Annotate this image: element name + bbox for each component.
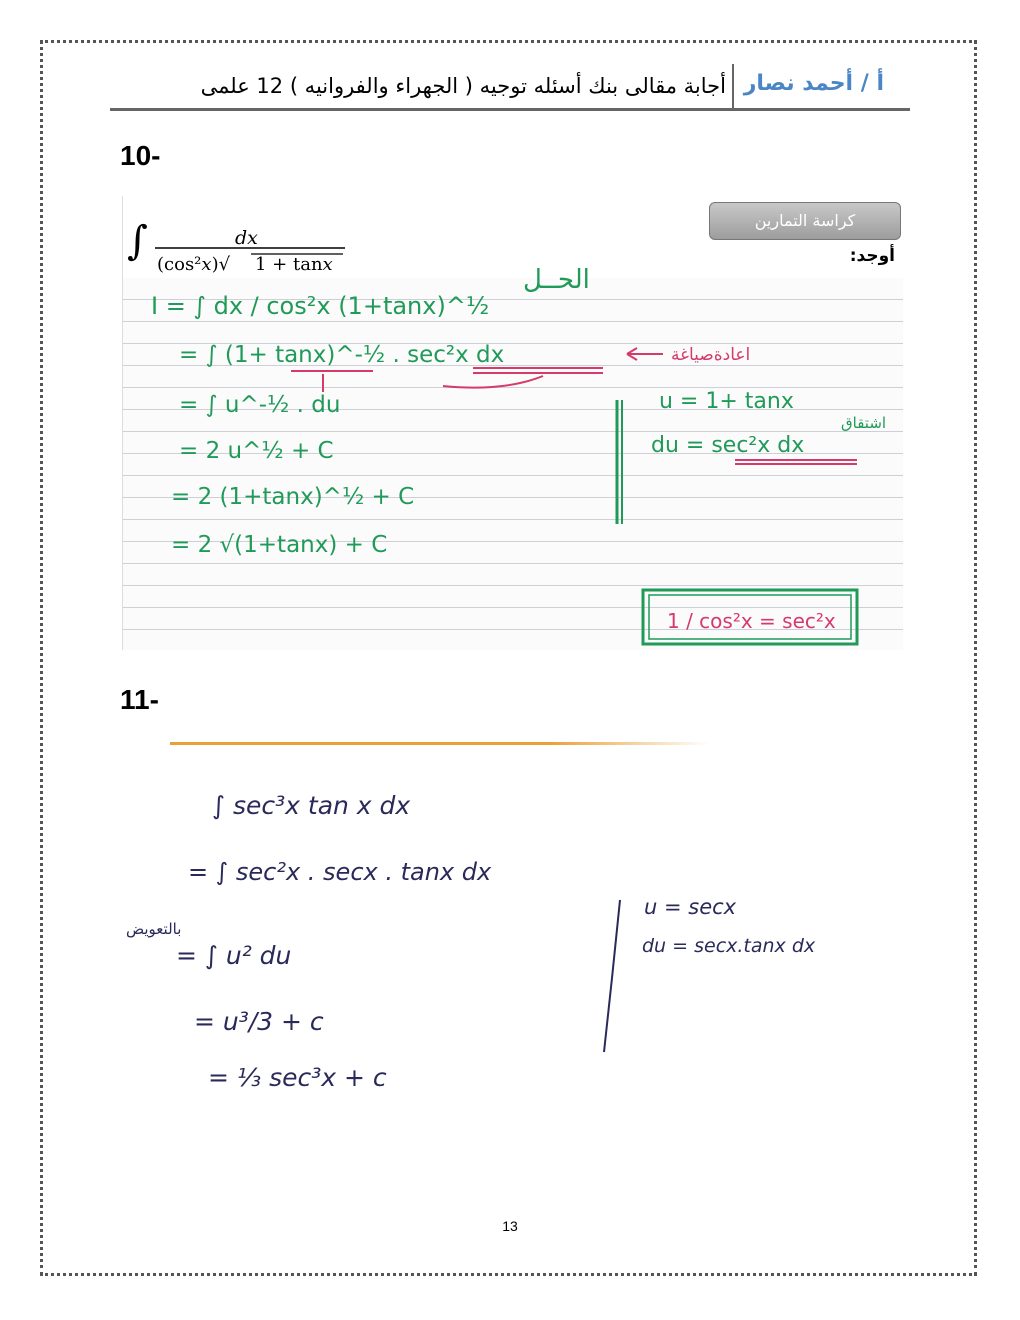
q10-line-2: = ∫ (1+ tanx)^-½ . sec²x dx <box>179 342 505 368</box>
question-11-handwriting <box>120 738 900 1118</box>
q10-line-5: = 2 (1+tanx)^½ + C <box>171 484 415 510</box>
author-name: أ / أحمد نصار <box>732 64 910 108</box>
find-label: أوجد: <box>849 246 895 266</box>
q11-divider <box>604 900 620 1052</box>
svg-text:∫: ∫ <box>127 218 148 264</box>
q10-sub-du: du = sec²x dx <box>651 433 805 458</box>
q10-line-6: = 2 √(1+tanx) + C <box>171 532 388 558</box>
question-11-number: 11- <box>120 684 159 715</box>
q11-line-5: = ⅓ sec³x + c <box>208 1063 387 1092</box>
q11-line-2: = ∫ sec²x . secx . tanx dx <box>188 858 492 886</box>
question-10-handwriting <box>123 196 903 650</box>
svg-text:(cos²x)√: (cos²x)√ <box>157 254 231 275</box>
q11-sub-u: u = secx <box>644 895 737 919</box>
svg-text:dx: dx <box>235 227 258 249</box>
printed-integral <box>127 218 345 275</box>
q11-sub-du: du = secx.tanx dx <box>642 935 816 957</box>
q10-line-1: I = ∫ dx / cos²x (1+tanx)^½ <box>151 292 490 320</box>
question-10-number: 10- <box>120 140 161 171</box>
document-title: أجابة مقالى بنك أسئله توجيه ( الجهراء والفروانيه ) 12 علمى <box>200 74 726 98</box>
substitution-note: بالتعويض <box>126 920 182 938</box>
q11-line-4: = u³/3 + c <box>194 1007 324 1036</box>
q11-line-3: = ∫ u² du <box>176 941 292 970</box>
question-11-solution-image <box>120 738 900 1118</box>
svg-text:1 + tanx: 1 + tanx <box>255 254 333 275</box>
rewrite-note: اعادةصياغة <box>671 345 751 365</box>
arrow-to-du <box>443 376 543 388</box>
page-number: 13 <box>502 1218 518 1234</box>
solution-label: الحــل <box>523 265 590 295</box>
derivative-note: اشتقاق <box>841 414 887 432</box>
page-header <box>110 58 910 111</box>
q11-line-1: ∫ sec³x tan x dx <box>212 791 411 820</box>
q10-line-4: = 2 u^½ + C <box>179 438 334 464</box>
exercise-book-badge: كراسة التمارين <box>709 202 901 240</box>
identity-formula: 1 / cos²x = sec²x <box>667 609 836 633</box>
q10-line-3: = ∫ u^-½ . du <box>179 392 341 418</box>
question-10-solution-image <box>122 196 903 650</box>
rewrite-arrow <box>627 348 663 360</box>
q10-sub-u: u = 1+ tanx <box>659 389 794 414</box>
